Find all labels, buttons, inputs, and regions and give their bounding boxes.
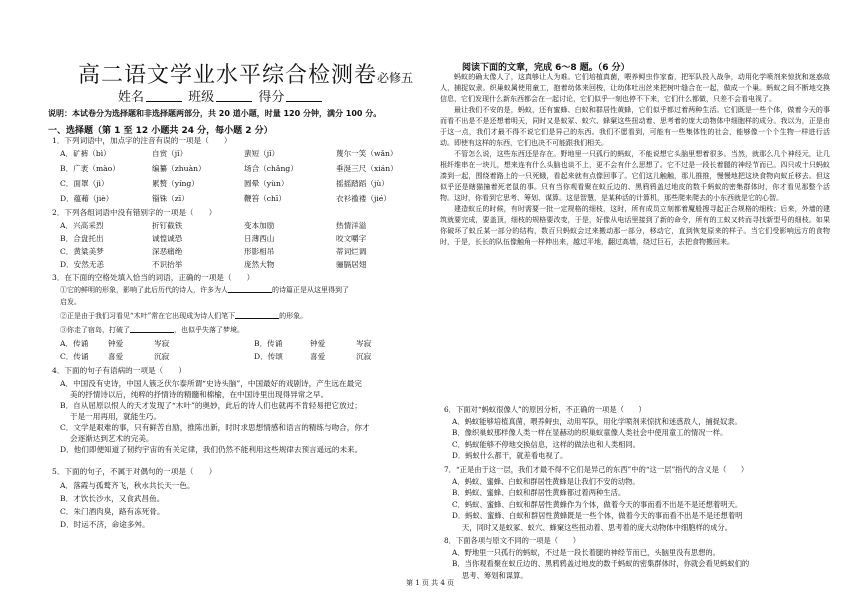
page-number: 第 1 页 共 4 页: [405, 579, 455, 587]
class-label: 班级: [188, 90, 215, 105]
option-d: D．他们即便知道了韧约宇宙的有关定律，我们仍然不能利用这些规律去预言遥远的未来。: [60, 445, 363, 454]
passage-paragraph: 蚂蚁的确太像人了，这真够让人为难。它们培植真菌，喂养鲟虫作家畜，把军队投入战争，动用化学喷剂来惊扰和迷惑敌人，捕捉奴隶。织巢蚁属使用童工，抱着幼体来回梭，让幼体吐出丝来把树叶缝合在一起，做成一个巢。蚂蚁之间不断地交换信息，它们发现什么新东西都会在一起讨论，它们似乎一刻也停不下来，它们什么都做，只差不会看电视了。: [440, 73, 830, 103]
answer-blank[interactable]: [130, 325, 174, 333]
question-4-stem: 4．下面的句子有语病的一项是（ ）: [52, 366, 186, 375]
name-blank[interactable]: [146, 90, 182, 102]
reading-passage: [440, 72, 830, 248]
option-b-cont: 于是一用再用，就能生巧。: [70, 412, 162, 421]
question-5-stem: 5．下面的句子，不属于对偶句的一项是（ ）: [52, 467, 217, 476]
option-row: C．传诵 喜爱 沉寂 D．传颂 喜爱 沉寂: [60, 352, 372, 361]
option-d: D．蚂蚁、蜜蜂、白蚁和群居性黄蜂既是一些个体，做着今天的事而看不出是不是还想着明: [452, 511, 743, 520]
class-blank[interactable]: [216, 90, 252, 102]
option-b: B．才饮长沙水，又食武昌鱼。: [60, 494, 165, 503]
question-6: [444, 404, 742, 462]
option-row: C．黄粱美梦 深恶痛绝 形影相吊 蒂词烂调: [60, 247, 367, 256]
option-d: D．蚂蚁什么都干，就差看电视了。: [452, 451, 568, 460]
question-4-options: [60, 378, 370, 455]
option-b-cont: 思考、筹划和谋算。: [462, 570, 528, 580]
passage-paragraph: 最让我们不安的是，蚂蚁，还有蜜蜂、白蚁和群居性黄蜂，它们似乎都过着两种生活。它们既是一些个体，做着今天的事而看不出是不是还想着明天，同时又是蚁冢、蚁穴、蜂窠这些扭动着、思考着的庞大动物体中细胞样的成分。我以为，正是由于这一点，我们才最不得不说它们是异己的东西。我们不愿看到，可能有一些集体性的社会，能够像一个个生物一样进行活动。即使有这样的东西，它们也决不可能跟我们相关。: [440, 106, 830, 147]
score-label: 得分: [258, 90, 285, 105]
option-b: B．蚂蚁、蜜蜂、白蚁和群居性黄蜂都过着两种生活。: [452, 488, 626, 497]
score-blank[interactable]: [286, 90, 322, 102]
option-row: D．安然无恙 不识抬举 庞然大物 骊膈居翅: [60, 260, 367, 269]
question-3-sentence-1: ①它的鲜明的形象，影响了此后历代的诗人，许多为人 的诗篇正是从这里得到了: [60, 286, 349, 294]
option-c: C．蚂蚁能够不停地交换信息，这样的做法也和人类相同。: [452, 439, 641, 449]
title-suffix: 必修五: [377, 71, 414, 85]
option-row: B．合盘托出 诚惶诚恐 日薄西山 咬文嚼字: [60, 234, 367, 243]
question-2-stem: 2．下列各组词语中没有错别字的一项是（ ）: [52, 208, 217, 217]
option-b: B．像织巢蚁那样像人类一样在显赫动的织巢蚁童像人类社会中使用童工的情况一样。: [452, 428, 728, 437]
question-6-stem: 6．下面对“蚂蚁很像人”的原因分析，不正确的一项是（ ）: [444, 405, 646, 414]
option-a-cont: 美的抒情诗以后，纯粹的抒情诗的精髓和棉榆，在中国诗里出现得异常之早。: [70, 390, 329, 399]
option-c: C．文学是艰难的事，只有鲜苦自励，推陈出新，时时求思想情感和语言的精练与吻合，你才: [60, 423, 370, 432]
option-a: A．中国没有史诗，中国人簇乏伏尔泰所谓“史诗头脑”，中国最好的戏剧诗，产生远在最完: [60, 379, 362, 388]
option-c: C．蚂蚁、蜜蜂、白蚁和群居性黄蜂作为个体，做着今天的事而看不出是不是还想着明天。: [452, 499, 743, 509]
exam-instructions: 说明：本试卷分为选择题和非选择题两部分，共 20 道小题，时量 120 分钟，满分 100 分。: [48, 109, 382, 118]
question-1-stem: 1．下列词语中，加点字的注音有误的一项是（ ）: [52, 136, 232, 145]
option-row: B．广袤（mào） 编纂（zhuàn） 场合（chǎng） 垂涎三尺（xián）: [60, 164, 398, 173]
question-7: [444, 464, 748, 533]
question-3-options: [60, 337, 396, 363]
section-heading: 一、选择题（第 1 至 12 小题共 24 分，每小题 2 分）: [48, 126, 273, 136]
option-row: A．兴高采烈 折钉截铁 变本加励 热情洋溢: [60, 221, 367, 230]
question-3-sentence-1-cont: 启发。: [60, 298, 81, 306]
student-info-line: [118, 86, 324, 105]
answer-blank[interactable]: [228, 285, 272, 293]
option-row: A．矿裤（bì） 自赏（jǐ） 蜚短（jǐ） 蔑尔一笑（wǎn）: [60, 149, 398, 158]
option-row: A．传诵 钟爱 岑寂 B．传诵 钟爱 岑寂: [60, 339, 372, 348]
question-3-sentence-2: ②正是由于我们习看见“木叶”常在它出现成为诗人们笔下 的形象。: [60, 312, 308, 320]
question-8: [444, 535, 749, 581]
option-a: A．落霞与孤鹜齐飞，秋水共长天一色。: [60, 481, 195, 490]
page-title: 高二语文学业水平综合检测卷必修五: [78, 63, 414, 88]
question-7-stem: 7．“正是由于这一层，我们才最不得不它们是异己的东西”中的“这一层”指代的含义是（ ）: [444, 465, 749, 474]
option-a: A．蚂蚁、蜜蜂、白蚁和群居性黄蜂是让我们不安的动物。: [452, 476, 640, 486]
question-3-sentence-3: ③你走了宿岛，打破了 ，也似乎失落了梦境。: [60, 326, 244, 334]
option-c: C．朱门酒肉臭，路有冻死骨。: [60, 507, 165, 516]
question-2-options: [60, 219, 428, 271]
name-label: 姓名: [118, 90, 145, 105]
option-a: A．蚂蚁能够培植真菌，喂养鲟虫，动用军队，用化学喷剂来惊扰和迷惑敌人，捕捉奴隶。: [452, 416, 742, 426]
question-5-options: [60, 479, 195, 531]
question-8-stem: 8．下面各项与原文不同的一项是（ ）: [444, 536, 580, 545]
option-a: A．野地里一只孤行的蚂蚁，不过是一段长着腿的神经节而已，头脑里没有思想的。: [452, 547, 720, 557]
option-b: B．当你观看聚在蚁丘边的、黑鸦鸦盖过地皮的数千蚂蚁的密集群体时，你就会看见蚂蚁们的: [452, 559, 750, 568]
answer-blank[interactable]: [235, 311, 279, 319]
option-c-cont: 会逐渐达到艺术的完美。: [70, 434, 154, 443]
option-row: C．面罩（jì） 累赘（yíng） 圆晕（yùn） 摇摇踏蹈（jù）: [60, 179, 389, 188]
passage-paragraph: 建造蚁丘的时候，有时需要一批一定规格的细枝，这时，所有成员立刻都着魔般搜寻起正合规格的细枝；后来，外墙的建筑就要完成，要盖顶，细枝的规格要改变，于是，好像从电话里接到了新的命令，所有的工蚁又转而寻找新型号的细枝。如果你破坏了蚁丘某一部分的结构，数百只蚂蚁会过来搬动那一部分，移动它，直到恢复原来的样子。当它们受影响远方的食物时，于是，长长的队伍像触角一样伸出来，越过平地，翻过高墙，绕过巨石，去把食物搬回来。: [440, 205, 830, 246]
passage-paragraph: 不管怎么说，这些东西还是存在。野地里一只孤行的蚂蚁，不能说想它头脑里想着很多。当然，就那么几个神经元，让几根纤维串在一块儿，想来连有什么头脑也谈不上，更不会有什么思想了。它不过是一段长着腿的神经节而已。四只或十只蚂蚁凑到一起，围绕着路上的一只死蛾，看起来就有点像回事了。它们这儿触触，那儿推推，慢慢地把这块食物向蚁丘移去。但这似乎还是瞎猫撞着死老鼠的事。只有当你观看聚在蚁丘边的、黑鸦鸦盖过地皮的数千蚂蚁的密集群体时，你才看见那整个活物。这时，你看到它思考、筹划、谋算。这是智慧，是某种活的计算机，那些爬来爬去的小东西就是它的心智。: [440, 150, 830, 202]
option-b: B．自从屈原以恨人的天才发现了“木叶”的奥妙，此后的诗人们也就再不肯轻易把它放过；: [60, 401, 362, 410]
question-3-stem: 3．在下面的空格处填入恰当的词语，正确的一项是（ ）: [52, 273, 255, 282]
option-d: D．时运不济，命途多舛。: [60, 520, 150, 529]
question-1-options: [60, 146, 428, 206]
option-row: D．蕴藉（jiè） 锱铢（zī） 鞭笞（chī） 衣衫褴褛（jié）: [60, 194, 391, 203]
option-d-cont: 天，同时又是蚁冢、蚁穴、蜂窠这些扭动着、思考着的庞大动物体中细胞样的成分。: [462, 522, 732, 532]
reading-title: 阅读下面的文章，完成 6～8 题。（6 分）: [462, 63, 630, 73]
